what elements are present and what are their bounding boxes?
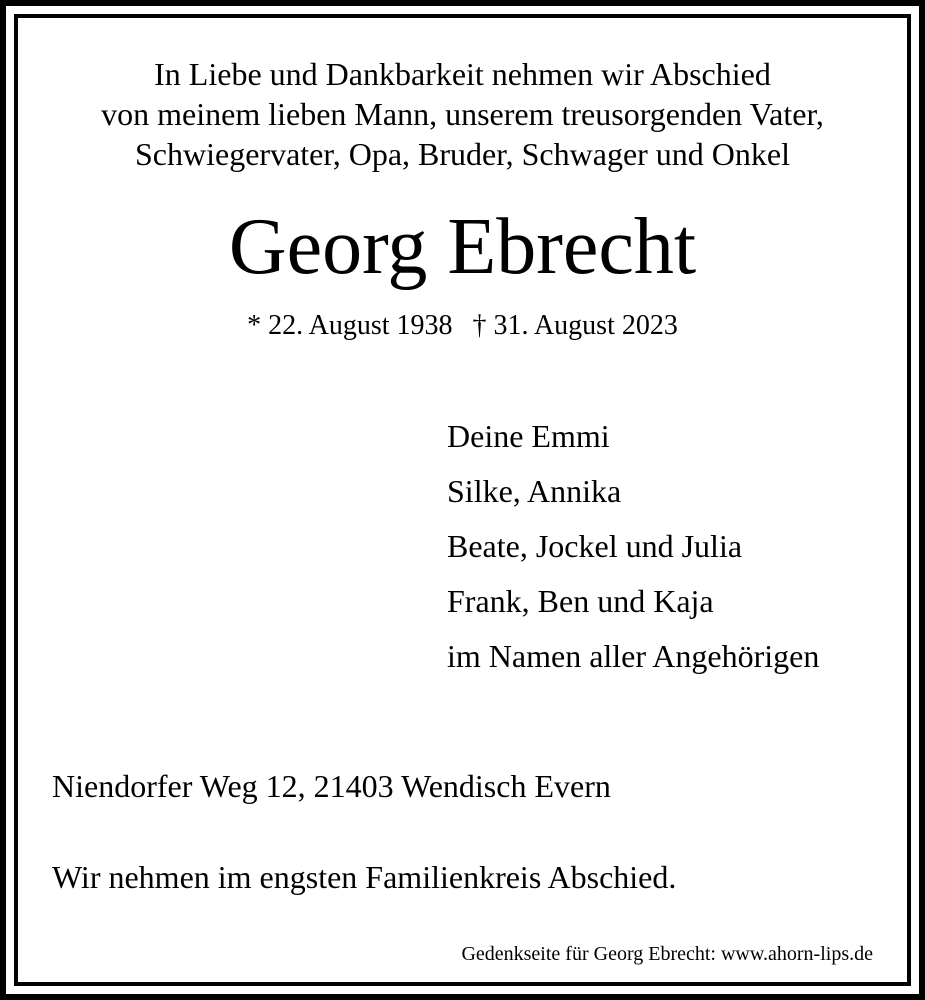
intro-line-3: Schwiegervater, Opa, Bruder, Schwager und Onkel — [135, 136, 790, 172]
death-date: † 31. August 2023 — [472, 310, 678, 341]
birth-date: * 22. August 1938 — [247, 310, 453, 341]
closing-statement: Wir nehmen im engsten Familienkreis Abschied. — [52, 859, 677, 895]
mourner-line-4: Frank, Ben und Kaja — [447, 583, 714, 619]
mourner-line-5: im Namen aller Angehörigen — [447, 638, 820, 674]
mourner-line-1: Deine Emmi — [447, 418, 610, 454]
memorial-page-link[interactable]: Gedenkseite für Georg Ebrecht: www.ahorn-lips.de — [461, 943, 873, 965]
mourner-line-3: Beate, Jockel und Julia — [447, 528, 743, 564]
life-dates — [0, 312, 925, 340]
deceased-name: Georg Ebrecht — [228, 203, 697, 291]
intro-line-1: In Liebe und Dankbarkeit nehmen wir Abschied — [154, 56, 771, 92]
address: Niendorfer Weg 12, 21403 Wendisch Evern — [52, 768, 611, 804]
mourner-line-2: Silke, Annika — [447, 473, 622, 509]
intro-line-2: von meinem lieben Mann, unserem treusorgenden Vater, — [101, 96, 824, 132]
